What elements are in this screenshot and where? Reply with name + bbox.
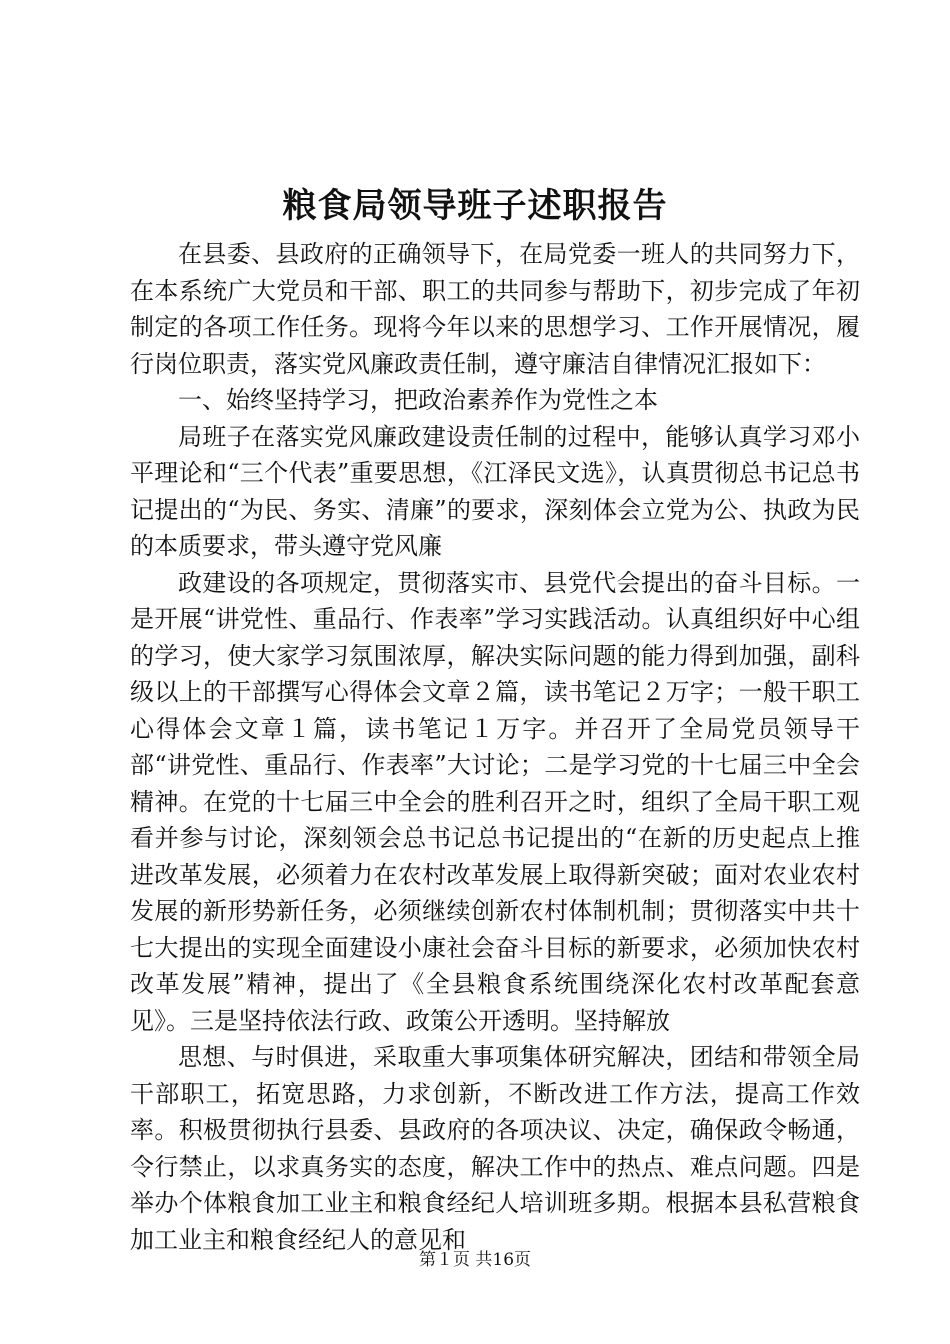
document-body bbox=[130, 236, 860, 1258]
paragraph-work-methods: 思想、与时俱进，采取重大事项集体研究解决，团结和带领全局干部职工，拓宽思路，力求创新，不断改进工作方法，提高工作效率。积极贯彻执行县委、县政府的各项决议、决定，确保政令畅通，令行禁止，以求真务实的态度，解决工作中的热点、难点问题。四是举办个体粮食加工业主和粮食经纪人培训班多期。根据本县私营粮食加工业主和粮食经纪人的意见和 bbox=[130, 1043, 860, 1254]
document-title: 粮食局领导班子述职报告 bbox=[282, 186, 668, 226]
paragraph-activities: 政建设的各项规定，贯彻落实市、县党代会提出的奋斗目标。一是开展“讲党性、重品行、作表率”学习实践活动。认真组织好中心组的学习，使大家学习氛围浓厚，解决实际问题的能力得到加强，副科级以上的干部撰写心得体会文章２篇，读书笔记２万字；一般干职工心得体会文章１篇，读书笔记１万字。并召开了全局党员领导干部“讲党性、重品行、作表率”大讨论；二是学习党的十七届三中全会精神。在党的十七届三中全会的胜利召开之时，组织了全局干职工观看并参与讨论，深刻领会总书记总书记提出的“在新的历史起点上推进改革发展，必须着力在农村改革发展上取得新突破；面对农业农村发展的新形势新任务，必须继续创新农村体制机制；贯彻落实中共十七大提出的实现全面建设小康社会奋斗目标的新要求，必须加快农村改革发展”精神，提出了《全县粮食系统围绕深化农村改革配套意见》。三是坚持依法行政、政策公开透明。坚持解放 bbox=[130, 568, 860, 1035]
page-footer: 第１页 共16页 bbox=[418, 1250, 532, 1270]
section-heading: 一、始终坚持学习，把政治素养作为党性之本 bbox=[178, 386, 658, 414]
paragraph-study: 局班子在落实党风廉政建设责任制的过程中，能够认真学习邓小平理论和“三个代表”重要思想，《江泽民文选》，认真贯彻总书记总书记提出的“为民、务实、清廉”的要求，深刻体会立党为公、执政为民的本质要求，带头遵守党风廉 bbox=[130, 422, 860, 560]
paragraph-intro: 在县委、县政府的正确领导下，在局党委一班人的共同努力下，在本系统广大党员和干部、职工的共同参与帮助下，初步完成了年初制定的各项工作任务。现将今年以来的思想学习、工作开展情况，履行岗位职责，落实党风廉政责任制，遵守廉洁自律情况汇报如下： bbox=[130, 240, 860, 378]
